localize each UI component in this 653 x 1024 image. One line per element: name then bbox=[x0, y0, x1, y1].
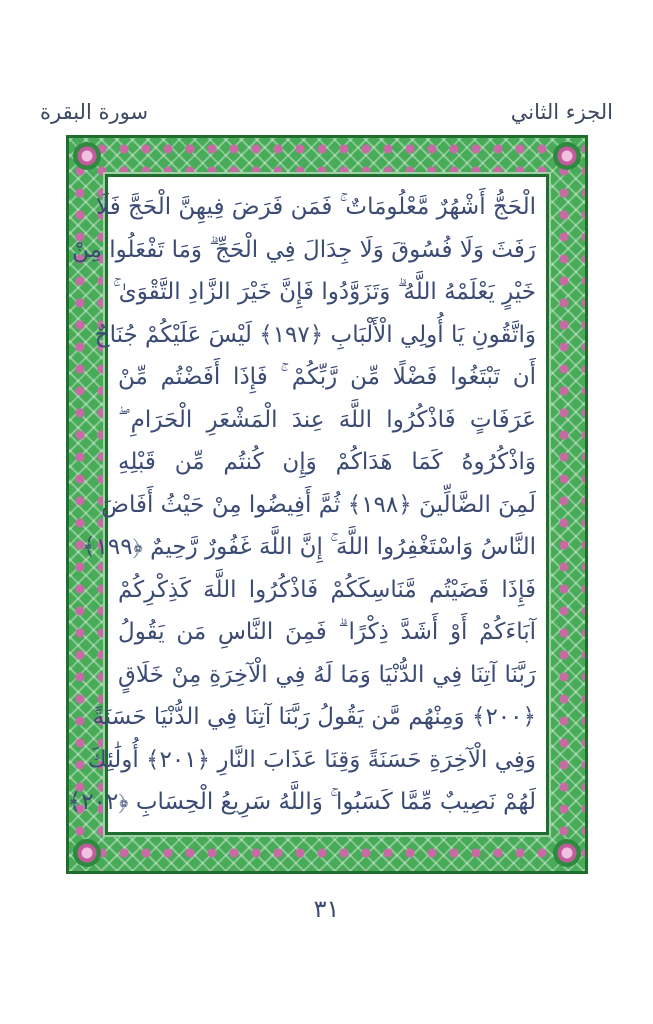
text-line: رَفَثَ وَلَا فُسُوقَ وَلَا جِدَالَ فِي الْحَجِّ ۗ وَمَا تَفْعَلُوا مِنْ bbox=[72, 236, 536, 263]
corner-ornament-icon bbox=[73, 142, 101, 170]
verse-lines bbox=[67, 187, 536, 822]
text-line: آبَاءَكُمْ أَوْ أَشَدَّ ذِكْرًا ۗ فَمِنَ النَّاسِ مَن يَقُولُ bbox=[118, 619, 536, 645]
surah-title: سورة البقرة bbox=[40, 100, 149, 124]
text-panel bbox=[67, 174, 549, 835]
corner-ornament-icon bbox=[73, 839, 101, 867]
text-line: النَّاسُ وَاسْتَغْفِرُوا اللَّهَ ۚ إِنَّ اللَّهَ غَفُورٌ رَّحِيمٌ ﴿١٩٩﴾ bbox=[82, 534, 536, 560]
juz-title: الجزء الثاني bbox=[510, 100, 613, 124]
text-line: وَاذْكُرُوهُ كَمَا هَدَاكُمْ وَإِن كُنتُم مِّن قَبْلِهِ bbox=[118, 449, 536, 475]
text-line: رَبَّنَا آتِنَا فِي الدُّنْيَا وَمَا لَهُ فِي الْآخِرَةِ مِنْ خَلَاقٍ bbox=[118, 661, 536, 688]
ornamental-frame bbox=[66, 135, 588, 874]
page-number: ٣١ bbox=[313, 895, 340, 923]
text-line: وَاتَّقُونِ يَا أُولِي الْأَلْبَابِ ﴿١٩٧﴾ لَيْسَ عَلَيْكُمْ جُنَاحٌ bbox=[94, 321, 536, 348]
text-line: لَمِنَ الضَّالِّينَ ﴿١٩٨﴾ ثُمَّ أَفِيضُوا مِنْ حَيْثُ أَفَاضَ bbox=[101, 491, 536, 518]
corner-ornament-icon bbox=[553, 142, 581, 170]
corner-ornament-icon bbox=[553, 839, 581, 867]
page-header bbox=[40, 95, 613, 129]
text-line: وَفِي الْآخِرَةِ حَسَنَةً وَقِنَا عَذَابَ النَّارِ ﴿٢٠١﴾ أُولَٰئِكَ bbox=[87, 746, 536, 773]
text-line: خَيْرٍ يَعْلَمْهُ اللَّهُ ۗ وَتَزَوَّدُوا فَإِنَّ خَيْرَ الزَّادِ التَّقْوَىٰ ۚ bbox=[113, 279, 536, 305]
text-line: ﴿٢٠٠﴾ وَمِنْهُم مَّن يَقُولُ رَبَّنَا آتِنَا فِي الدُّنْيَا حَسَنَةً bbox=[92, 704, 536, 730]
text-line: عَرَفَاتٍ فَاذْكُرُوا اللَّهَ عِندَ الْمَشْعَرِ الْحَرَامِ ۖ bbox=[118, 406, 536, 433]
text-line: فَإِذَا قَضَيْتُم مَّنَاسِكَكُمْ فَاذْكُرُوا اللَّهَ كَذِكْرِكُمْ bbox=[118, 576, 536, 603]
text-line: الْحَجُّ أَشْهُرٌ مَّعْلُومَاتٌ ۚ فَمَن فَرَضَ فِيهِنَّ الْحَجَّ فَلَا bbox=[95, 194, 536, 220]
text-line: أَن تَبْتَغُوا فَضْلًا مِّن رَّبِّكُمْ ۚ فَإِذَا أَفَضْتُم مِّنْ bbox=[118, 364, 536, 390]
text-line: لَهُمْ نَصِيبٌ مِّمَّا كَسَبُوا ۚ وَاللَّهُ سَرِيعُ الْحِسَابِ ﴿٢٠٢﴾ bbox=[67, 789, 536, 815]
